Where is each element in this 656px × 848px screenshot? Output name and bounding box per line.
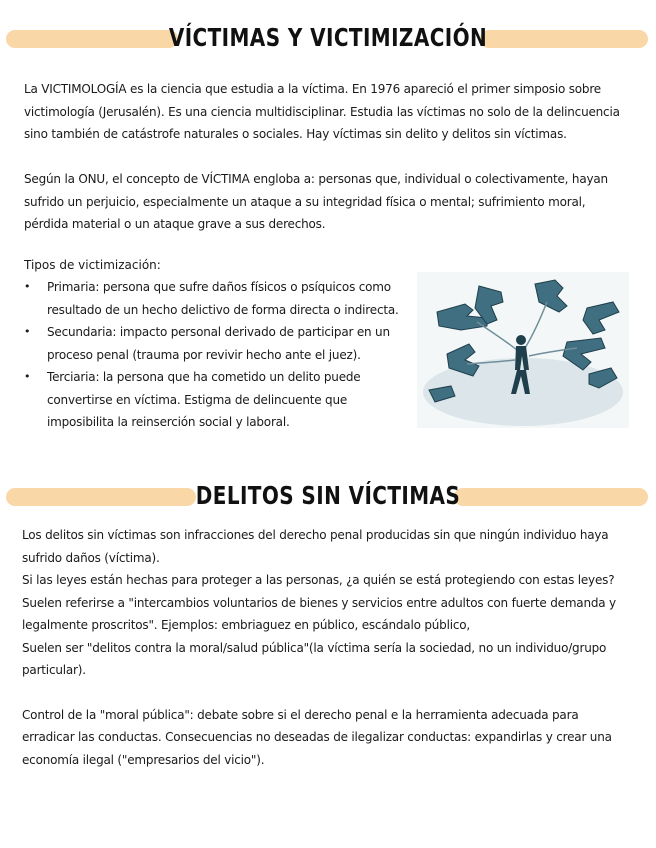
section-title-row — [0, 20, 656, 56]
section-title-delitos: DELITOS SIN VÍCTIMAS — [195, 481, 461, 510]
list-item-primaria: • Primaria: persona que sufre daños físicos o psíquicos como resultado de un hecho delictivo de forma directa o indirecta. — [24, 276, 404, 321]
paragraph-control-moral: Control de la "moral pública": debate sobre si el derecho penal e la herramienta adecuada para erradicar las conductas. Consecuencias no deseadas de ilegalizar conductas: expandirlas y crear una economía ilegal ("empresarios del vicio"). — [22, 707, 612, 767]
paragraph-intercambios: Suelen referirse a "intercambios voluntarios de bienes y servicios entre adultos con fuerte demanda y legalmente proscritos". Ejemplos: embriaguez en público, escándalo público, — [22, 595, 616, 632]
paragraph-onu-victima: Según la ONU, el concepto de VÍCTIMA engloba a: personas que, individual o colectivamente, hayan sufrido un perjuicio, especialmente un ataque a su integridad física o mental; sufrimiento moral, pérdida material o un ataque grave a sus derechos. — [24, 172, 608, 231]
paragraph-moral-salud: Suelen ser "delitos contra la moral/salud pública"(la víctima sería la sociedad, no un individuo/grupo particular). — [22, 640, 607, 677]
paragraph-pregunta: Si las leyes están hechas para proteger a las personas, ¿a quién se está protegiendo con estas leyes? — [22, 573, 615, 587]
section-title-victimas: VÍCTIMAS Y VICTIMIZACIÓN — [168, 23, 488, 52]
pointing-hands-illustration — [417, 272, 629, 428]
paragraph-definicion: Los delitos sin víctimas son infracciones del derecho penal producidas sin que ningún individuo haya sufrido daños (víctima). — [22, 528, 609, 565]
section-title-row — [0, 478, 656, 514]
list-item-terciaria: • Terciaria: la persona que ha cometido un delito puede convertirse en víctima. Estigma de delincuente que imposibilita la reinserción social y laboral. — [24, 366, 404, 434]
paragraph-victimologia: La VICTIMOLOGÍA es la ciencia que estudia a la víctima. En 1976 apareció el primer simposio sobre victimología (Jerusalén). Es una ciencia multidisciplinar. Estudia las víctimas no solo de la delincuencia sino también de catástrofe naturales o sociales. Hay víctimas sin delito y delitos sin víctimas. — [24, 82, 620, 141]
list-item-secundaria: • Secundaria: impacto personal derivado de participar en un proceso penal (trauma por revivir hecho ante el juez). — [24, 321, 404, 366]
delitos-sin-victimas-text — [22, 524, 634, 771]
types-heading: Tipos de victimización: — [24, 258, 161, 272]
paragraph-spacer — [22, 682, 634, 704]
victimization-types-list — [24, 276, 404, 434]
